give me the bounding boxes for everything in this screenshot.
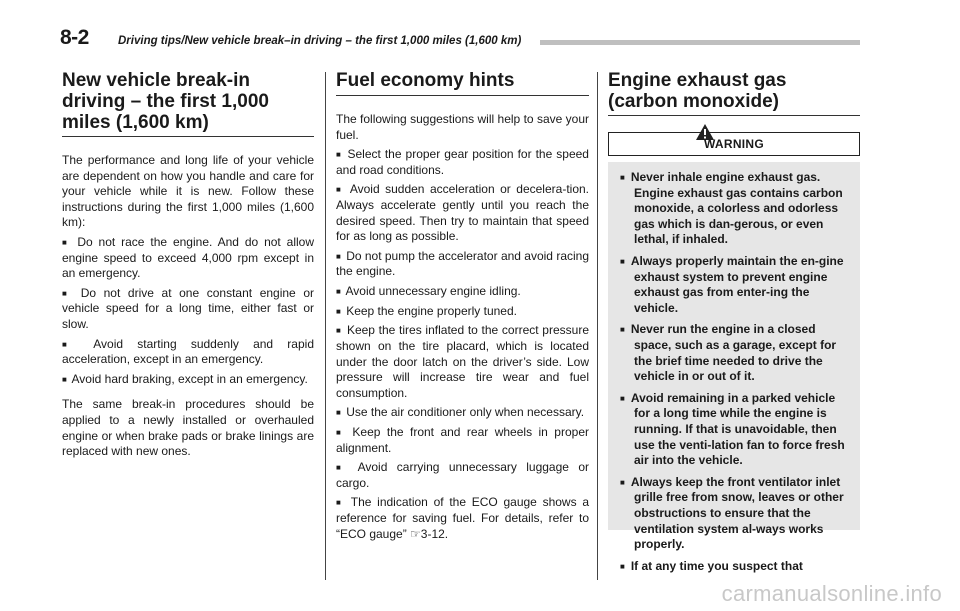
bullet-icon: ■ xyxy=(336,463,347,473)
page-header xyxy=(60,24,860,52)
list-item: ■ Keep the front and rear wheels in proper alignment. xyxy=(336,424,589,455)
fuel-economy-heading: Fuel economy hints xyxy=(336,70,589,96)
column-divider xyxy=(597,72,598,580)
bullet-icon: ■ xyxy=(620,325,625,335)
list-item: ■ The indication of the ECO gauge shows a reference for saving fuel. For details, refer to “ECO gauge” ☞3-12. xyxy=(336,495,589,541)
list-item: ■ Do not pump the accelerator and avoid racing the engine. xyxy=(336,248,589,279)
bullet-icon: ■ xyxy=(336,408,341,418)
list-item: ■ Avoid carrying unnecessary luggage or cargo. xyxy=(336,460,589,490)
bullet-icon: ■ xyxy=(620,393,625,403)
list-item: ■ Avoid unnecessary engine idling. xyxy=(336,284,521,299)
list-item: ■ Avoid starting suddenly and rapid acceleration, except in an emergency. xyxy=(62,336,314,367)
warning-label: WARNING xyxy=(703,137,765,151)
list-item: ■ Keep the tires inflated to the correct pressure shown on the tire placard, which is located under the door latch on the driver’s side. Low pressure will increase tire wear and fuel consumption. xyxy=(336,323,589,400)
warning-item: ■ Never inhale engine exhaust gas. Engine exhaust gas contains carbon monoxide, a colorless and odorless gas which is dan-gerous, or even lethal, if inhaled. xyxy=(620,170,843,247)
warning-header xyxy=(608,132,860,156)
warning-item: ■ Never run the engine in a closed space, such as a garage, except for the brief time needed to drive the vehicle in or out of it. xyxy=(620,322,837,384)
warning-item: ■ Always properly maintain the en-gine exhaust system to prevent engine exhaust gas from enter-ing the vehicle. xyxy=(620,254,844,315)
warning-item: ■ Avoid remaining in a parked vehicle for a long time while the engine is running. If that is unavoidable, then use the venti-lation fan to force fresh air into the vehicle. xyxy=(620,390,845,468)
bullet-icon: ■ xyxy=(62,339,78,349)
fuel-economy-intro: The following suggestions will help to save your fuel. xyxy=(336,112,589,142)
bullet-icon: ■ xyxy=(336,326,342,336)
bullet-icon: ■ xyxy=(336,150,342,160)
bullet-icon: ■ xyxy=(62,238,70,247)
page-number: 8-2 xyxy=(60,26,89,49)
warning-panel xyxy=(608,162,860,573)
list-item: ■ Use the air conditioner only when necessary. xyxy=(336,405,585,420)
bullet-icon: ■ xyxy=(620,257,625,267)
break-in-intro: The performance and long life of your vehicle are dependent on how you handle and care for your vehicle while it is new. Follow these instructions during the first 1,000 miles (1,600 km): xyxy=(62,153,314,230)
bullet-icon: ■ xyxy=(336,185,343,195)
list-item: ■ Avoid sudden acceleration or decelera-tion. Always accelerate gently until you reach the desired speed. Then try to maintain that speed for as long as possible. xyxy=(336,182,589,244)
list-item: ■ Do not drive at one constant engine or vehicle speed for a long time, either fast or slow. xyxy=(62,285,314,331)
bullet-icon: ■ xyxy=(620,561,625,571)
exhaust-gas-heading: Engine exhaust gas (carbon monoxide) xyxy=(608,70,860,116)
header-rule xyxy=(540,40,860,45)
list-item: ■ Keep the engine properly tuned. xyxy=(336,303,517,318)
break-in-column xyxy=(62,70,314,460)
bullet-icon: ■ xyxy=(620,477,625,487)
list-item: ■ Avoid hard braking, except in an emergency. xyxy=(62,371,308,386)
bullet-icon: ■ xyxy=(62,374,67,384)
bullet-icon: ■ xyxy=(620,173,625,183)
watermark: carmanualsonline.info xyxy=(721,581,942,606)
bullet-icon: ■ xyxy=(62,288,72,298)
running-header-title: Driving tips/New vehicle break–in driving – the first 1,000 miles (1,600 km) xyxy=(118,35,522,47)
column-divider xyxy=(325,72,326,580)
list-item: ■ Select the proper gear position for the speed and road conditions. xyxy=(336,147,589,177)
bullet-icon: ■ xyxy=(336,287,341,297)
exhaust-gas-column xyxy=(608,70,860,573)
fuel-economy-column xyxy=(336,70,589,542)
bullet-icon: ■ xyxy=(336,427,344,437)
bullet-icon: ■ xyxy=(336,306,341,316)
warning-item: ■ If at any time you suspect that xyxy=(620,558,803,573)
list-item: ■ Do not race the engine. And do not allow engine speed to exceed 4,000 rpm except in an emergency. xyxy=(62,234,314,281)
bullet-icon: ■ xyxy=(336,498,344,508)
warning-item: ■ Always keep the front ventilator inlet grille free from snow, leaves or other obstructions to ensure that the ventilation system al-ways works properly. xyxy=(620,474,844,552)
break-in-heading: New vehicle break-in driving – the first 1,000 miles (1,600 km) xyxy=(62,70,314,137)
break-in-outro: The same break-in procedures should be applied to a newly installed or overhauled engine or when brake pads or brake linings are replaced with new ones. xyxy=(62,397,314,459)
bullet-icon: ■ xyxy=(336,251,341,261)
